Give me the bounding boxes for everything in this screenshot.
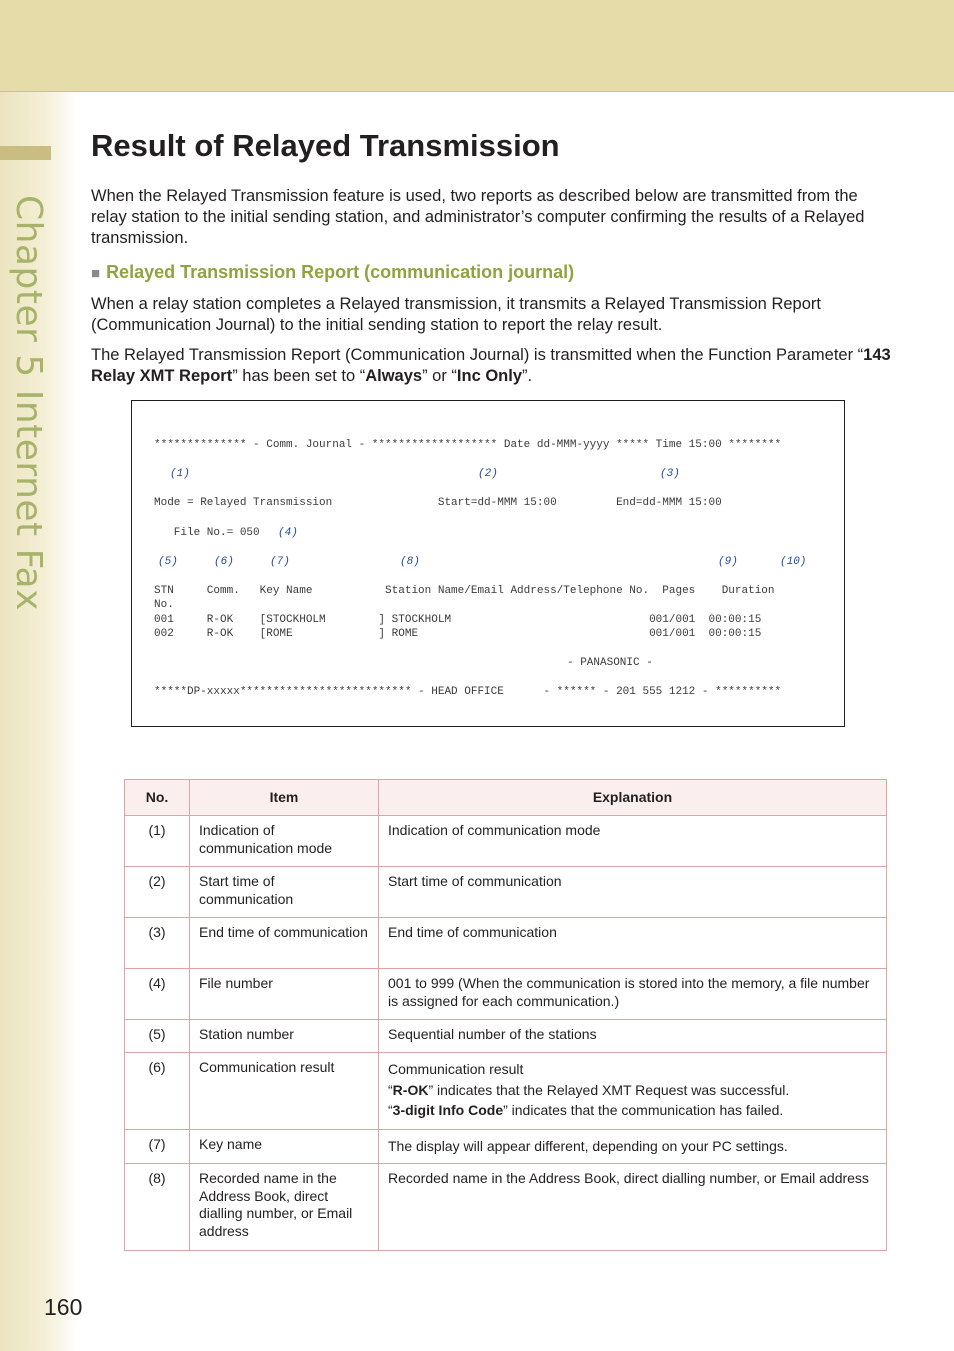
journal-marker-2: (2)	[478, 468, 498, 480]
square-bullet-icon: ■	[91, 265, 101, 282]
row-explanation: The display will appear different, depending on your PC settings.	[379, 1129, 887, 1164]
para2-text-2: ” has been set to “	[232, 367, 366, 385]
row-item: End time of communication	[190, 918, 379, 969]
journal-footer-line: *****DP-xxxxx************************** - HEAD OFFICE - ****** - 201 555 1212 - **********	[154, 686, 782, 698]
page-number: 160	[44, 1294, 83, 1320]
row-no: (5)	[125, 1020, 190, 1053]
row-item: Recorded name in the Address Book, direct dialling number, or Email address	[190, 1164, 379, 1251]
row-explanation: Sequential number of the stations	[379, 1020, 887, 1053]
header-item: Item	[190, 780, 379, 816]
journal-column-header-2: No.	[154, 599, 174, 611]
top-header-band	[0, 0, 954, 92]
row-explanation: Indication of communication mode	[379, 816, 887, 867]
journal-mode-line: Mode = Relayed Transmission Start=dd-MMM 15:00 End=dd-MMM 15:00	[154, 497, 722, 509]
row-no: (3)	[125, 918, 190, 969]
journal-row: 002 R-OK [ROME ] ROME 001/001 00:00:15	[154, 628, 762, 640]
table-row	[125, 867, 887, 918]
chapter-label: Chapter 5 Internet Fax	[8, 195, 49, 611]
journal-column-header: STN Comm. Key Name Station Name/Email Address/Telephone No. Pages Duration	[154, 585, 775, 597]
explanation-text: ” indicates that the Relayed XMT Request was successful.	[428, 1081, 790, 1098]
option-inc-only: Inc Only	[456, 367, 523, 385]
journal-marker-7: (7)	[270, 556, 290, 568]
journal-marker-6: (6)	[214, 556, 234, 568]
row-item: File number	[190, 969, 379, 1020]
row-no: (2)	[125, 867, 190, 918]
para2-text-4: ”.	[522, 367, 533, 385]
parameter-name: 143 Relay XMT Report	[91, 346, 891, 385]
header-no: No.	[125, 780, 190, 816]
row-no: (4)	[125, 969, 190, 1020]
explanation-text: ” indicates that the communication has failed.	[503, 1102, 784, 1118]
row-item: Communication result	[190, 1053, 379, 1130]
row-explanation: Start time of communication	[379, 867, 887, 918]
row-explanation: End time of communication	[379, 918, 887, 969]
option-always: Always	[365, 367, 423, 385]
row-item: Start time of communication	[190, 867, 379, 918]
status-code-info: 3-digit Info Code	[392, 1102, 504, 1118]
section-heading	[91, 262, 574, 283]
journal-brand: - PANASONIC -	[567, 657, 653, 669]
journal-marker-1: (1)	[170, 468, 190, 480]
table-row	[125, 816, 887, 867]
journal-header-line: ************** - Comm. Journal - ******************* Date dd-MMM-yyyy ***** Time 15:00 ********	[154, 439, 782, 451]
header-explanation: Explanation	[379, 780, 887, 816]
para2-text-1: The Relayed Transmission Report (Communication Journal) is transmitted when the Function Parameter “	[91, 346, 864, 364]
explanation-line-2	[388, 1080, 877, 1101]
row-no: (8)	[125, 1164, 190, 1251]
table-row	[125, 1164, 887, 1251]
table-header-row	[125, 780, 887, 816]
explanation-line-3	[388, 1100, 877, 1121]
journal-marker-3: (3)	[660, 468, 680, 480]
journal-row: 001 R-OK [STOCKHOLM ] STOCKHOLM 001/001 00:00:15	[154, 614, 762, 626]
row-explanation: 001 to 999 (When the communication is stored into the memory, a file number is assigned for each communication.)	[379, 969, 887, 1020]
explanation-table	[124, 779, 887, 1251]
communication-journal-sample	[131, 400, 845, 727]
row-no: (6)	[125, 1053, 190, 1130]
section-paragraph-1: When a relay station completes a Relayed transmission, it transmits a Relayed Transmission Report (Communication Journal) to the initial sending station to report the relay result.	[91, 295, 821, 334]
table-row	[125, 969, 887, 1020]
journal-marker-9: (9)	[718, 556, 738, 568]
table-row	[125, 1053, 887, 1130]
table-row	[125, 1020, 887, 1053]
status-code-rok: R-OK	[392, 1081, 429, 1098]
row-item: Station number	[190, 1020, 379, 1053]
row-explanation: Recorded name in the Address Book, direct dialling number, or Email address	[379, 1164, 887, 1251]
journal-marker-10: (10)	[780, 556, 807, 568]
chapter-tab-marker	[0, 146, 51, 160]
explanation-line-1: Communication result	[388, 1061, 524, 1077]
row-explanation	[379, 1053, 887, 1130]
journal-file-number: File No.= 050	[154, 527, 260, 539]
row-no: (1)	[125, 816, 190, 867]
journal-marker-4: (4)	[278, 527, 298, 539]
page-title: Result of Relayed Transmission	[91, 128, 560, 163]
table-row	[125, 1129, 887, 1164]
row-item: Indication of communication mode	[190, 816, 379, 867]
journal-marker-5: (5)	[158, 556, 178, 568]
journal-marker-8: (8)	[400, 556, 420, 568]
intro-paragraph: When the Relayed Transmission feature is used, two reports as described below are transmitted from the relay station to the initial sending station, and administrator’s computer confirming the results of a Relayed transmission.	[91, 187, 865, 247]
quote-open: “	[388, 1102, 393, 1118]
section-paragraph-2	[91, 345, 891, 387]
para2-text-3: ” or “	[422, 367, 457, 385]
row-item: Key name	[190, 1129, 379, 1164]
quote-open: “	[388, 1081, 393, 1098]
section-heading-text: Relayed Transmission Report (communication journal)	[106, 262, 575, 282]
row-no: (7)	[125, 1129, 190, 1164]
table-row	[125, 918, 887, 969]
